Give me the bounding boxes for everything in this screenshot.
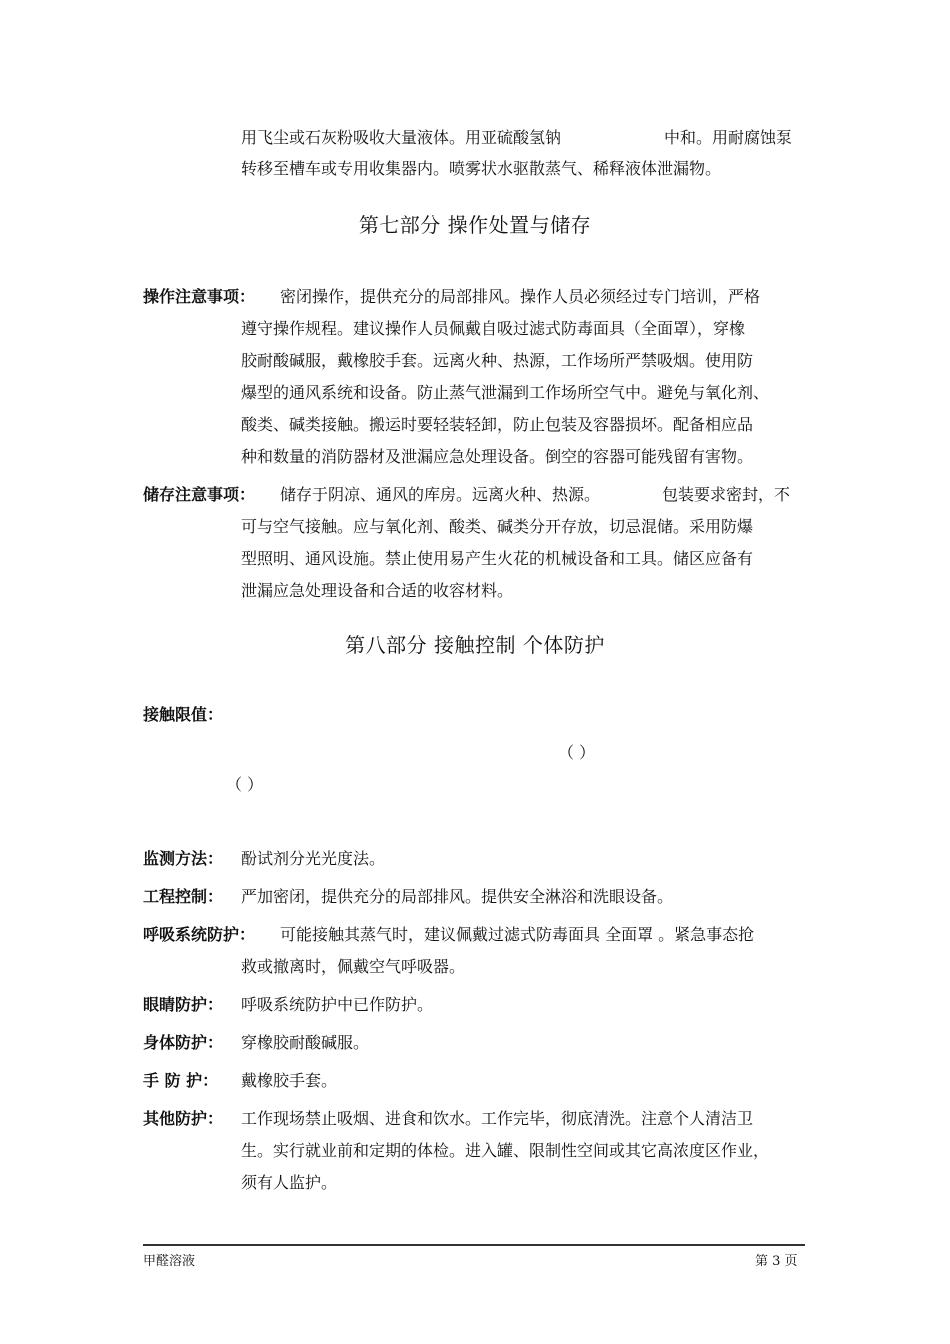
section-heading-7: 第七部分 操作处置与储存 bbox=[358, 213, 592, 237]
exposure-limit-label: 接触限值： bbox=[143, 705, 224, 724]
body-line: 中和。用耐腐蚀泵 bbox=[664, 128, 793, 147]
body-line: 生。实行就业前和定期的体检。进入罐、限制性空间或其它高浓度区作业， bbox=[241, 1141, 770, 1160]
exposure-value-blank: （ ） bbox=[226, 775, 264, 794]
section-heading-8: 第八部分 接触控制 个体防护 bbox=[345, 633, 605, 657]
body-line: 穿橡胶耐酸碱服。 bbox=[241, 1033, 370, 1052]
body-line: 严加密闭，提供充分的局部排风。提供安全淋浴和洗眼设备。 bbox=[241, 887, 674, 906]
body-line: 密闭操作，提供充分的局部排风。操作人员必须经过专门培训，严格 bbox=[280, 287, 761, 306]
body-line: 戴橡胶手套。 bbox=[241, 1071, 338, 1090]
footer-rule bbox=[143, 1244, 805, 1246]
footer-page-number: 第 3 页 bbox=[755, 1254, 798, 1269]
body-line: 酸类、碱类接触。搬运时要轻装轻卸，防止包装及容器损坏。配备相应品 bbox=[241, 415, 754, 434]
body-line: 型照明、通风设施。禁止使用易产生火花的机械设备和工具。储区应备有 bbox=[241, 549, 754, 568]
body-line: 用飞尘或石灰粉吸收大量液体。用亚硫酸氢钠 bbox=[241, 128, 562, 147]
body-line: 可与空气接触。应与氧化剂、酸类、碱类分开存放，切忌混储。采用防爆 bbox=[241, 517, 754, 536]
body-line: 工作现场禁止吸烟、进食和饮水。工作完毕，彻底清洗。注意个人清洁卫 bbox=[241, 1109, 754, 1128]
operation-notes-label: 操作注意事项： bbox=[143, 287, 256, 306]
footer-doc-name: 甲醛溶液 bbox=[143, 1254, 196, 1269]
body-line: 酚试剂分光光度法。 bbox=[241, 849, 386, 868]
body-line: 储存于阴凉、通风的库房。远离火种、热源。 bbox=[280, 485, 601, 504]
body-line: 呼吸系统防护中已作防护。 bbox=[241, 995, 434, 1014]
eye-protection-label: 眼睛防护： bbox=[143, 995, 224, 1014]
hand-protection-label: 手 防 护： bbox=[143, 1071, 219, 1090]
body-protection-label: 身体防护： bbox=[143, 1033, 224, 1052]
respiratory-protection-label: 呼吸系统防护： bbox=[143, 925, 256, 944]
other-protection-label: 其他防护： bbox=[143, 1109, 224, 1128]
exposure-value-blank: （ ） bbox=[558, 743, 596, 762]
body-line: 爆型的通风系统和设备。防止蒸气泄漏到工作场所空气中。避免与氧化剂、 bbox=[241, 383, 770, 402]
body-line: 可能接触其蒸气时，建议佩戴过滤式防毒面具 全面罩 。紧急事态抢 bbox=[280, 925, 755, 944]
body-line: 泄漏应急处理设备和合适的收容材料。 bbox=[241, 581, 514, 600]
body-line: 种和数量的消防器材及泄漏应急处理设备。倒空的容器可能残留有害物。 bbox=[241, 447, 754, 466]
body-line: 须有人监护。 bbox=[241, 1173, 338, 1192]
body-line: 转移至槽车或专用收集器内。喷雾状水驱散蒸气、稀释液体泄漏物。 bbox=[241, 159, 722, 178]
storage-notes-label: 储存注意事项： bbox=[143, 485, 256, 504]
engineering-control-label: 工程控制： bbox=[143, 887, 224, 906]
body-line: 遵守操作规程。建议操作人员佩戴自吸过滤式防毒面具（全面罩），穿橡 bbox=[241, 319, 746, 338]
body-line: 救或撤离时，佩戴空气呼吸器。 bbox=[241, 957, 466, 976]
monitoring-label: 监测方法： bbox=[143, 849, 224, 868]
body-line: 包装要求密封，不 bbox=[662, 485, 791, 504]
body-line: 胶耐酸碱服，戴橡胶手套。远离火种、热源，工作场所严禁吸烟。使用防 bbox=[241, 351, 754, 370]
